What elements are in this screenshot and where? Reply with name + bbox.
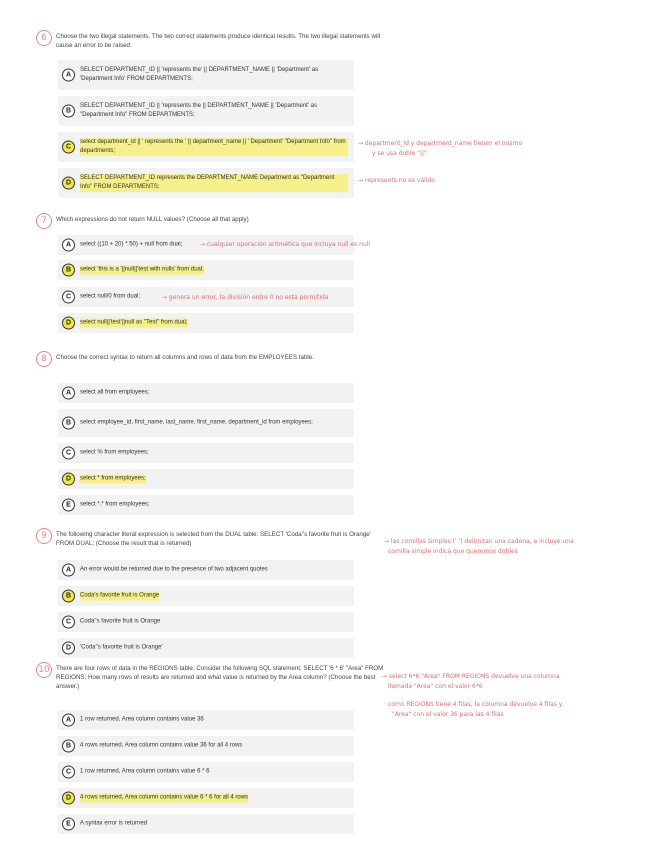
option-c[interactable] — [58, 132, 354, 162]
option-text: 4 rows returned, Area column contains value 6 * 6 for all 4 rows — [80, 794, 249, 801]
option-letter: A — [62, 69, 75, 82]
option-d[interactable] — [58, 168, 354, 198]
option-a[interactable] — [58, 560, 354, 580]
option-text: An error would be returned due to the presence of two adjacent quotes — [80, 566, 268, 573]
option-text: 4 rows returned, Area column contains value 36 for all 4 rows — [80, 742, 243, 749]
question-number: 8 — [36, 351, 52, 367]
option-text: select employee_id, first_name, last_name, first_name, department_id from employees; — [80, 419, 313, 426]
question-number: 6 — [36, 30, 52, 46]
option-letter: C — [62, 447, 75, 460]
option-letter: E — [62, 818, 75, 831]
option-c[interactable] — [58, 762, 354, 782]
option-letter: C — [62, 616, 75, 629]
option-c[interactable] — [58, 443, 354, 463]
handwritten-note: llamada "Area" con el valor 6*6 — [388, 683, 483, 690]
handwritten-note: → las comillas simples (' ') delimitan una cadena, e incluye una — [384, 538, 574, 545]
question-text: There are four rows of data in the REGIONS table. Consider the following SQL statement: SELECT '6 * 6' "Area" FROM REGIONS; How many rows of results are returned and what value is returned by the Area column? (Choose the best answer.) — [56, 665, 384, 690]
option-b[interactable] — [58, 736, 354, 756]
handwritten-note: → select 6*6 "Area" FROM REGIONS devuelve una columna — [382, 673, 560, 680]
option-letter: A — [62, 239, 75, 252]
handwritten-note: → genera un error, la división entre 0 no está permitida — [162, 294, 329, 301]
option-text: select null/0 from dual; — [80, 293, 141, 300]
option-text: select department_id || ' represents the ' || department_name || ' Department' "Department Info" from departments; — [80, 138, 348, 156]
option-letter: A — [62, 714, 75, 727]
option-letter: B — [62, 740, 75, 753]
option-letter: B — [62, 590, 75, 603]
question-text: Which expressions do not return NULL values? (Choose all that apply) — [56, 216, 249, 223]
option-text: Coda''s favorite fruit is Orange — [80, 618, 161, 625]
question-number: 7 — [36, 213, 52, 229]
option-text: select * from employees; — [80, 475, 146, 482]
option-text: select *.* from employees; — [80, 501, 150, 508]
option-e[interactable] — [58, 495, 354, 515]
option-a[interactable] — [58, 383, 354, 403]
option-text: SELECT DEPARTMENT_ID represents the DEPARTMENT_NAME Department as "Department Info" FROM DEPARTMENTS; — [80, 174, 348, 192]
option-letter: C — [62, 291, 75, 304]
question-text: The following character literal expression is selected from the DUAL table: SELECT 'Coda''s favorite fruit is Orange' FROM DUAL; (Choose the result that is returned) — [56, 531, 371, 547]
option-letter: B — [62, 417, 75, 430]
handwritten-note: y se usa doble "||" — [372, 150, 427, 157]
option-d[interactable] — [58, 788, 354, 808]
handwritten-note: → cualquier operación aritmética que incluya null es null — [200, 241, 371, 248]
option-letter: B — [62, 264, 75, 277]
option-letter: A — [62, 387, 75, 400]
option-text: select null||'test'||null as "Test" from dual; — [80, 319, 188, 326]
option-text: 'Coda''s favorite fruit is Orange' — [80, 644, 163, 651]
option-text: 1 row returned, Area column contains value 6 * 6 — [80, 768, 210, 775]
handwritten-note: como REGIONS tiene 4 filas, la columna devuelve 4 filas y — [388, 701, 563, 708]
option-e[interactable] — [58, 814, 354, 834]
handwritten-note: comilla simple indica que queremos dobles — [388, 548, 518, 555]
handwritten-note: → represents no es válido — [358, 177, 435, 184]
question-number: 10 — [36, 662, 52, 678]
option-letter: D — [62, 473, 75, 486]
option-text: select % from employees; — [80, 449, 149, 456]
option-c[interactable] — [58, 612, 354, 632]
handwritten-note: → department_id y department_name tienen el mismo — [358, 140, 523, 147]
option-d[interactable] — [58, 313, 354, 333]
option-d[interactable] — [58, 638, 354, 658]
option-b[interactable] — [58, 586, 354, 606]
option-text: 1 row returned, Area column contains value 36 — [80, 716, 204, 723]
option-letter: C — [62, 766, 75, 779]
question-text: Choose the correct syntax to return all columns and rows of data from the EMPLOYEES table. — [56, 354, 314, 361]
option-letter: D — [62, 177, 75, 190]
option-letter: A — [62, 564, 75, 577]
option-letter: D — [62, 642, 75, 655]
option-letter: C — [62, 141, 75, 154]
option-text: Coda's favorite fruit is Orange — [80, 592, 160, 599]
option-letter: D — [62, 792, 75, 805]
question-number: 9 — [36, 528, 52, 544]
option-d[interactable] — [58, 469, 354, 489]
option-a[interactable] — [58, 710, 354, 730]
option-letter: E — [62, 499, 75, 512]
option-b[interactable] — [58, 260, 354, 280]
option-b[interactable] — [58, 409, 354, 437]
handwritten-note: "Area" con el valor 36 para las 4 filas — [392, 711, 504, 718]
option-a[interactable] — [58, 60, 354, 90]
option-text: select ((10 + 20) * 50) + null from dual; — [80, 241, 183, 248]
question-text: Choose the two illegal statements. The two correct statements produce identical results. The two illegal statements will cause an error to be raised: — [56, 33, 381, 49]
option-b[interactable] — [58, 96, 354, 126]
option-text: SELECT DEPARTMENT_ID || 'represents the || DEPARTMENT_NAME || 'Department' as "Department Info" FROM DEPARTMENTS; — [80, 103, 317, 118]
option-text: SELECT DEPARTMENT_ID || 'represents the' || DEPARTMENT_NAME || 'Department' as 'Department Info' FROM DEPARTMENTS; — [80, 67, 319, 82]
option-text: select all from employees; — [80, 389, 150, 396]
option-letter: D — [62, 317, 75, 330]
option-letter: B — [62, 105, 75, 118]
option-text: A syntax error is returned — [80, 820, 148, 827]
option-text: select 'this is a '||null||'test with nulls' from dual; — [80, 266, 204, 273]
